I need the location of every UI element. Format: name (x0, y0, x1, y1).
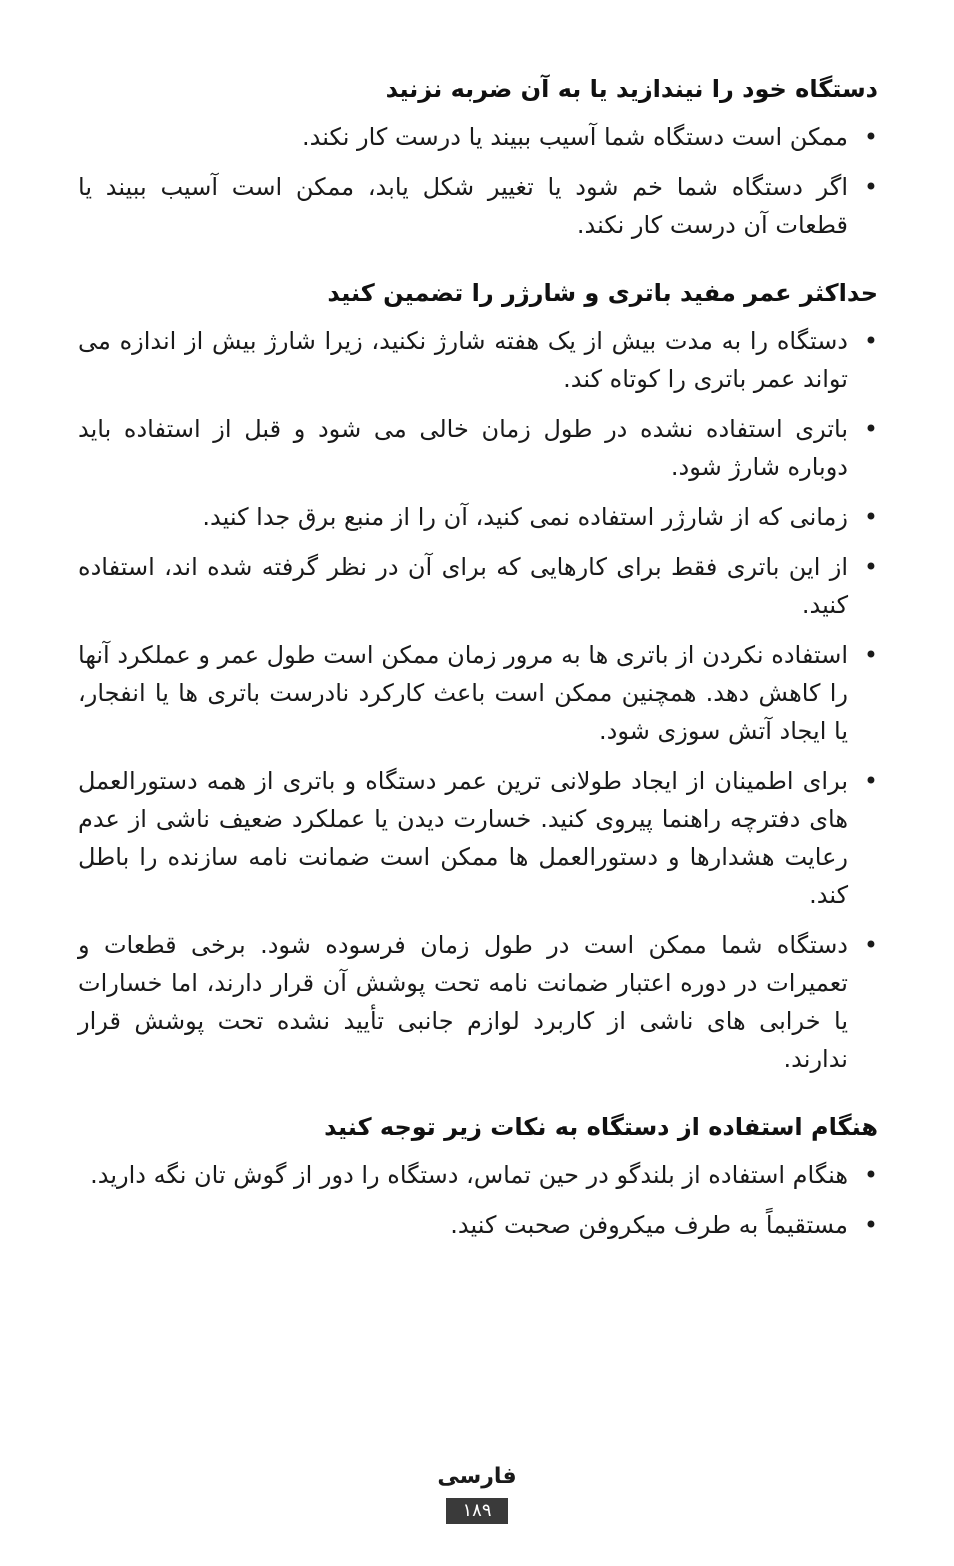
list-item-text: دستگاه را به مدت بیش از یک هفته شارژ نکنید، زیرا شارژ بیش از اندازه می تواند عمر باتری را کوتاه کند. (78, 327, 848, 393)
list-item-text: از این باتری فقط برای کارهایی که برای آن در نظر گرفته شده اند، استفاده کنید. (78, 553, 848, 619)
page-number-badge: ۱۸۹ (446, 1498, 507, 1524)
list-item-text: استفاده نکردن از باتری ها به مرور زمان ممکن است طول عمر و عملکرد آنها را کاهش دهد. همچنین ممکن است باعث کارکرد نادرست باتری ها یا انفجار، یا ایجاد آتش سوزی شود. (78, 641, 848, 745)
list-item (78, 410, 878, 486)
list-item (78, 498, 878, 536)
list-item-text: مستقیماً به طرف میکروفن صحبت کنید. (450, 1211, 848, 1239)
list-item (78, 1156, 878, 1194)
bullet-icon: • (863, 641, 878, 669)
bullet-icon: • (863, 553, 878, 581)
list-item (78, 1206, 878, 1244)
bullet-icon: • (863, 327, 878, 355)
list-item-text: هنگام استفاده از بلندگو در حین تماس، دستگاه را دور از گوش تان نگه دارید. (90, 1161, 848, 1189)
list-item (78, 926, 878, 1078)
section-heading: دستگاه خود را نیندازید یا به آن ضربه نزنید (385, 75, 878, 103)
bullet-icon: • (863, 1211, 878, 1239)
list-item (78, 762, 878, 914)
bullet-icon: • (863, 123, 878, 151)
bullet-icon: • (863, 503, 878, 531)
bullet-list (78, 1156, 878, 1244)
list-item-text: برای اطمینان از ایجاد طولانی ترین عمر دستگاه و باتری از همه دستورالعمل های دفترچه راهنما پیروی کنید. خسارت دیدن یا عملکرد ضعیف ناشی از عدم رعایت هشدارها و دستورالعمل ها ممکن است ضمانت نامه سازنده را باطل کند. (78, 767, 848, 909)
section-heading: حداکثر عمر مفید باتری و شارژر را تضمین کنید (327, 279, 878, 307)
list-item-text: زمانی که از شارژر استفاده نمی کنید، آن را از منبع برق جدا کنید. (202, 503, 848, 531)
bullet-icon: • (863, 1161, 878, 1189)
bullet-list (78, 118, 878, 244)
bullet-icon: • (863, 415, 878, 443)
section-heading: هنگام استفاده از دستگاه به نکات زیر توجه کنید (324, 1113, 878, 1141)
list-item-text: ممکن است دستگاه شما آسیب ببیند یا درست کار نکند. (302, 123, 848, 151)
section-battery-life (78, 274, 878, 1078)
list-item (78, 322, 878, 398)
bullet-icon: • (863, 931, 878, 959)
section-usage-tips (78, 1108, 878, 1244)
list-item-text: باتری استفاده نشده در طول زمان خالی می شود و قبل از استفاده باید دوباره شارژ شود. (78, 415, 848, 481)
list-item-text: اگر دستگاه شما خم شود یا تغییر شکل یابد، ممکن است آسیب ببیند یا قطعات آن درست کار نکند. (78, 173, 848, 239)
bullet-icon: • (863, 767, 878, 795)
footer-language-label: فارسی (437, 1464, 517, 1489)
list-item (78, 118, 878, 156)
bullet-list (78, 322, 878, 1078)
list-item (78, 168, 878, 244)
section-drop-impact (78, 70, 878, 244)
list-item (78, 636, 878, 750)
document-page (78, 70, 878, 1274)
bullet-icon: • (863, 173, 878, 201)
list-item (78, 548, 878, 624)
page-footer (0, 1462, 954, 1524)
list-item-text: دستگاه شما ممکن است در طول زمان فرسوده شود. برخی قطعات و تعمیرات در دوره اعتبار ضمانت نامه تحت پوشش آن قرار دارند، اما خسارات یا خرابی های ناشی از کاربرد لوازم جانبی تأیید نشده تحت پوشش قرار ندارند. (78, 931, 848, 1073)
